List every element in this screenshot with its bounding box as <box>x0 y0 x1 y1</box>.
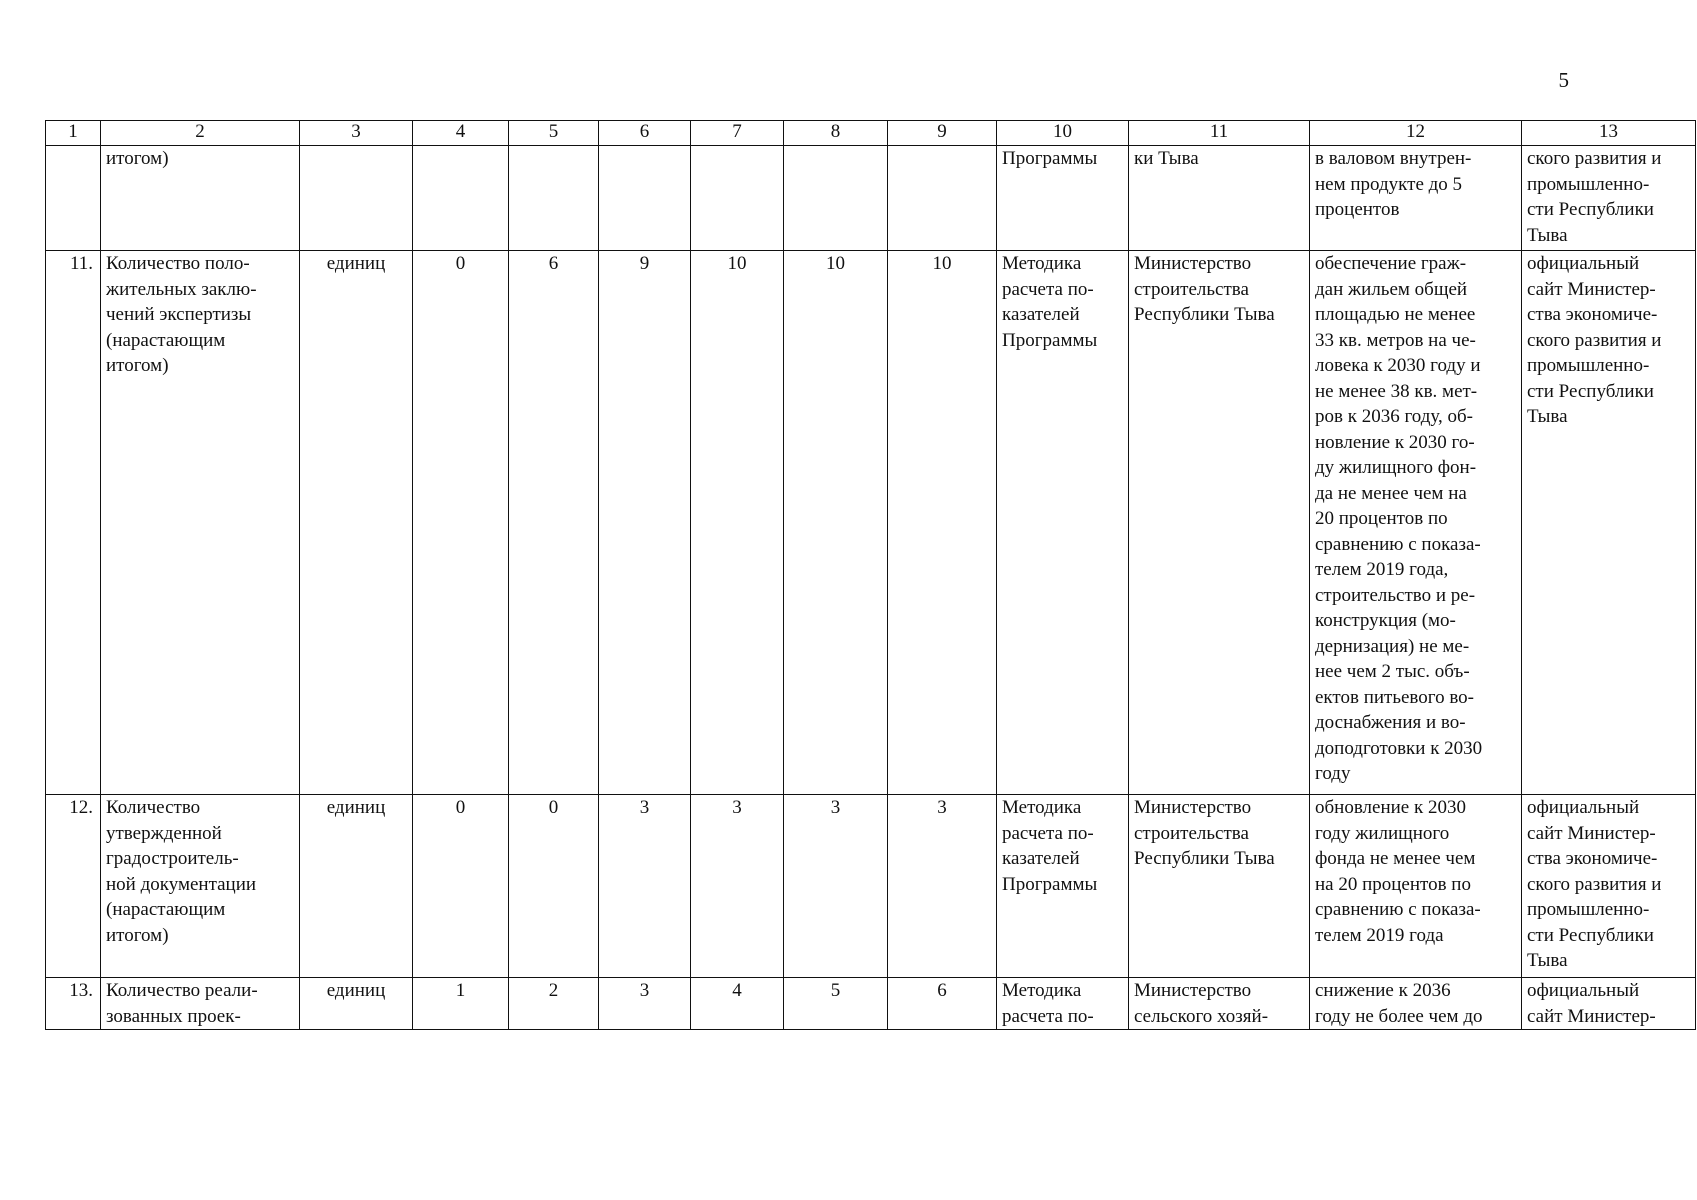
column-number-row <box>46 121 1696 146</box>
indicator-name: Количество реали- зованных проек- <box>101 978 300 1030</box>
row-number: 11. <box>46 251 101 795</box>
value-col-9: 6 <box>888 978 997 1030</box>
target-goal: обеспечение граж- дан жильем общей площадью не менее 33 кв. метров на че- ловека к 2030 году и не менее 38 кв. мет- ров к 2036 году, об- новление к 2030 го- ду жилищного фон- да не менее чем на 20 процентов по сравнению с показа- телем 2019 года, строительство и ре- конструкция (мо- дернизация) не ме- нее чем 2 тыс. объ- ектов питьевого во- доснабжения и во- доподготовки к 2030 году <box>1310 251 1522 795</box>
calculation-method: Методика расчета по- <box>997 978 1129 1030</box>
value-col-6: 9 <box>599 251 691 795</box>
column-number: 10 <box>997 121 1129 146</box>
indicators-table <box>45 120 1696 1030</box>
target-goal: снижение к 2036 году не более чем до <box>1310 978 1522 1030</box>
value-col-4: 0 <box>413 795 509 978</box>
data-source: официальный сайт Министер- <box>1522 978 1696 1030</box>
page-number: 5 <box>1558 68 1569 92</box>
row-number <box>46 146 101 251</box>
value-col-9 <box>888 146 997 251</box>
unit: единиц <box>300 978 413 1030</box>
value-col-4: 1 <box>413 978 509 1030</box>
value-col-4: 0 <box>413 251 509 795</box>
indicator-name: Количество утвержденной градостроитель- ной документации (нарастающим итогом) <box>101 795 300 978</box>
table-row <box>46 978 1696 1030</box>
data-source: ского развития и промышленно- сти Республики Тыва <box>1522 146 1696 251</box>
value-col-9: 10 <box>888 251 997 795</box>
value-col-7: 3 <box>691 795 784 978</box>
value-col-6: 3 <box>599 978 691 1030</box>
column-number: 13 <box>1522 121 1696 146</box>
row-number: 13. <box>46 978 101 1030</box>
target-goal: обновление к 2030 году жилищного фонда не менее чем на 20 процентов по сравнению с показа- телем 2019 года <box>1310 795 1522 978</box>
responsible-body: Министерство строительства Республики Тыва <box>1129 251 1310 795</box>
value-col-8: 3 <box>784 795 888 978</box>
value-col-8: 10 <box>784 251 888 795</box>
table-row <box>46 795 1696 978</box>
value-col-4 <box>413 146 509 251</box>
target-goal: в валовом внутрен- нем продукте до 5 процентов <box>1310 146 1522 251</box>
unit <box>300 146 413 251</box>
column-number: 9 <box>888 121 997 146</box>
column-number: 7 <box>691 121 784 146</box>
responsible-body: Министерство сельского хозяй- <box>1129 978 1310 1030</box>
unit: единиц <box>300 251 413 795</box>
column-number: 1 <box>46 121 101 146</box>
column-number: 8 <box>784 121 888 146</box>
calculation-method: Методика расчета по- казателей Программы <box>997 795 1129 978</box>
row-number: 12. <box>46 795 101 978</box>
value-col-8 <box>784 146 888 251</box>
responsible-body: ки Тыва <box>1129 146 1310 251</box>
value-col-7: 4 <box>691 978 784 1030</box>
column-number: 12 <box>1310 121 1522 146</box>
value-col-5: 2 <box>509 978 599 1030</box>
value-col-8: 5 <box>784 978 888 1030</box>
value-col-9: 3 <box>888 795 997 978</box>
calculation-method: Методика расчета по- казателей Программы <box>997 251 1129 795</box>
data-source: официальный сайт Министер- ства экономиче- ского развития и промышленно- сти Республики Тыва <box>1522 251 1696 795</box>
responsible-body: Министерство строительства Республики Тыва <box>1129 795 1310 978</box>
indicator-name: итогом) <box>101 146 300 251</box>
indicator-name: Количество поло- жительных заклю- чений экспертизы (нарастающим итогом) <box>101 251 300 795</box>
column-number: 6 <box>599 121 691 146</box>
value-col-6: 3 <box>599 795 691 978</box>
column-number: 2 <box>101 121 300 146</box>
value-col-5 <box>509 146 599 251</box>
column-number: 11 <box>1129 121 1310 146</box>
value-col-5: 6 <box>509 251 599 795</box>
value-col-7: 10 <box>691 251 784 795</box>
unit: единиц <box>300 795 413 978</box>
calculation-method: Программы <box>997 146 1129 251</box>
value-col-6 <box>599 146 691 251</box>
column-number: 5 <box>509 121 599 146</box>
value-col-5: 0 <box>509 795 599 978</box>
column-number: 4 <box>413 121 509 146</box>
table-row <box>46 251 1696 795</box>
value-col-7 <box>691 146 784 251</box>
column-number: 3 <box>300 121 413 146</box>
data-source: официальный сайт Министер- ства экономиче- ского развития и промышленно- сти Республики Тыва <box>1522 795 1696 978</box>
table-row <box>46 146 1696 251</box>
